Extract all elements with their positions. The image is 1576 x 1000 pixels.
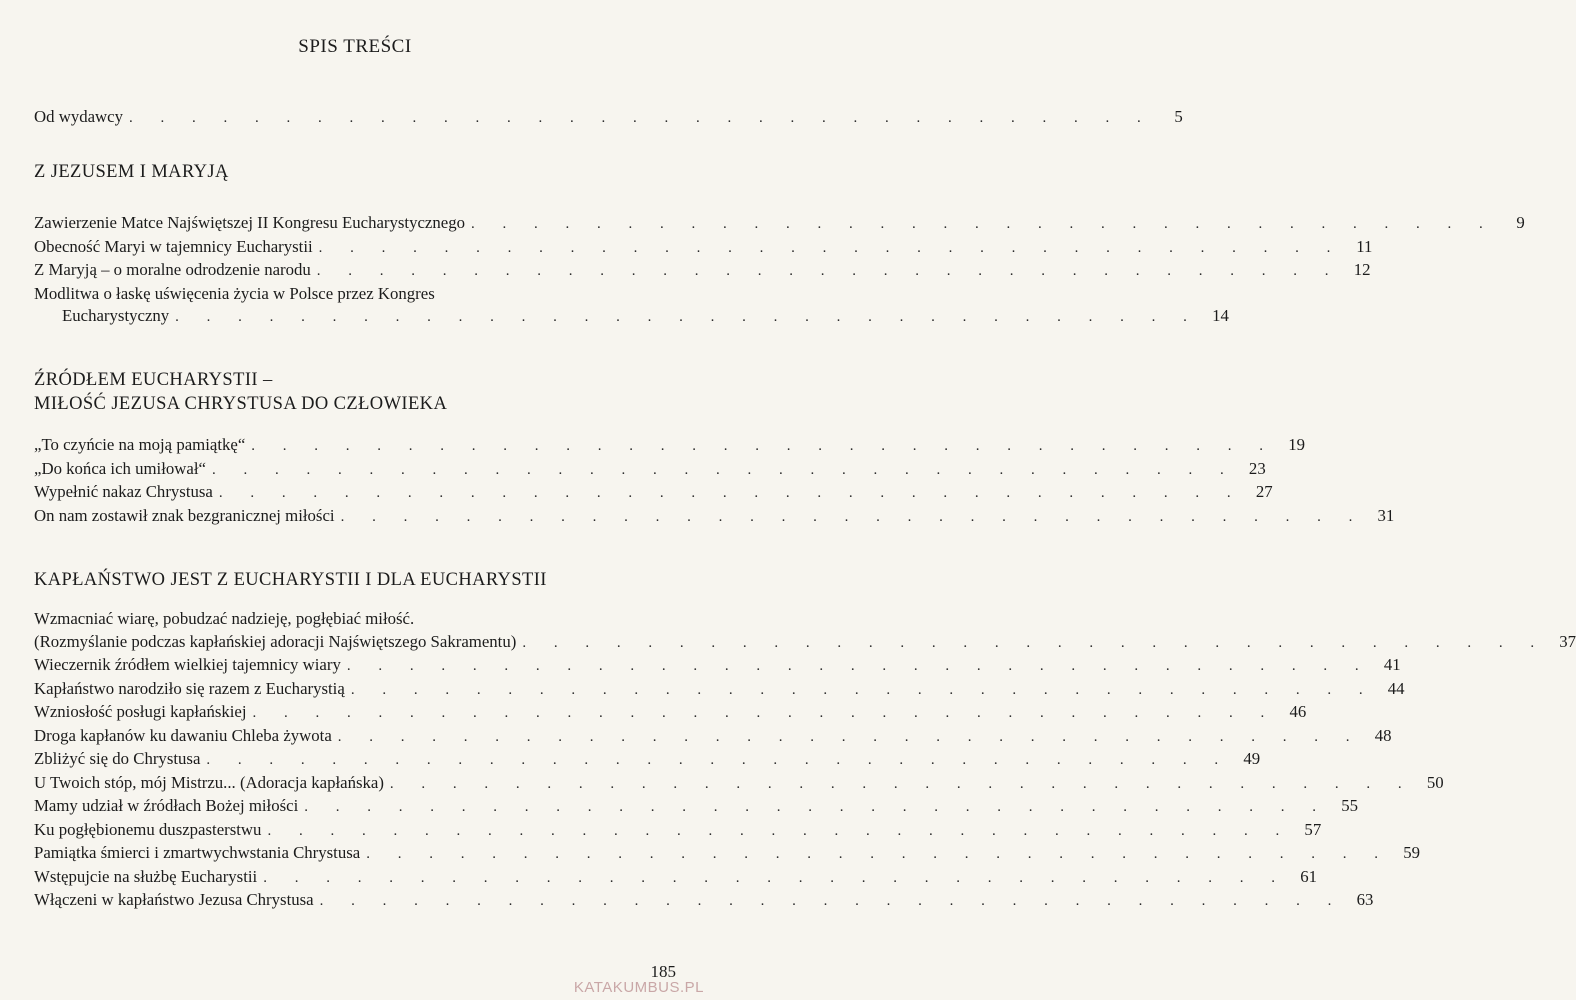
section-heading-2 xyxy=(34,368,684,416)
toc-entry-title: On nam zostawił znak bezgranicznej miłości xyxy=(34,505,335,525)
watermark: KATAKUMBUS.PL xyxy=(573,979,704,996)
dot-leader: . . . . . . . . . . . . . . . . . . . . . . . . . . . . . . . . . xyxy=(267,822,1292,839)
toc-entry[interactable] xyxy=(34,608,1576,654)
toc-entry[interactable] xyxy=(34,866,1317,890)
toc-entry-title: Z Maryją – o moralne odrodzenie narodu xyxy=(34,260,311,279)
toc-entry[interactable] xyxy=(34,212,1525,236)
dot-leader: . . . . . . . . . . . . . . . . . . . . . . . . . . . . . . . . . xyxy=(304,799,1328,815)
section-heading-line: MIŁOŚĆ JEZUSA CHRYSTUSA DO CZŁOWIEKA xyxy=(34,394,448,414)
toc-entry[interactable] xyxy=(34,842,1420,866)
toc-entry-page: 11 xyxy=(1356,236,1373,256)
toc-entry-title: Kapłaństwo narodziło się razem z Eucharystią xyxy=(34,678,345,698)
toc-entry-title: Pamiątka śmierci i zmartwychwstania Chrystusa xyxy=(34,843,361,862)
toc-entry[interactable] xyxy=(34,236,1373,260)
toc-entry[interactable] xyxy=(34,654,1401,678)
page-title: SPIS TREŚCI xyxy=(298,36,412,57)
dot-leader: . . . . . . . . . . . . . . . . . . . . . . . . . . . . . . . . . xyxy=(350,681,1375,698)
dot-leader: . . . . . . . . . . . . . . . . . . . . . . . . . . . . . . . . . xyxy=(175,309,1199,325)
dot-leader: . . . . . . . . . . . . . . . . . . . . . . . . . . . . . . . . . xyxy=(211,461,1236,478)
toc-entry[interactable] xyxy=(34,481,1273,505)
toc-entry-title: Włączeni w kapłaństwo Jezusa Chrystusa xyxy=(34,890,314,909)
dot-leader: . . . . . . . . . . . . . . . . . . . . . . . . . . . . . . . . . xyxy=(346,658,1371,674)
toc-entry-page: 55 xyxy=(1341,796,1358,815)
toc-entry[interactable] xyxy=(34,701,1307,725)
toc-entry-page: 49 xyxy=(1243,749,1261,768)
toc-entry[interactable] xyxy=(34,505,1395,529)
toc-entry-page: 5 xyxy=(1174,107,1183,126)
toc-entry[interactable] xyxy=(34,678,1405,702)
toc-entry-title: „To czyńcie na moją pamiątkę“ xyxy=(34,435,246,454)
dot-leader: . . . . . . . . . . . . . . . . . . . . . . . . . . . . . . . . . xyxy=(316,263,1341,279)
toc-entry[interactable] xyxy=(34,283,1229,329)
toc-entry-page: 23 xyxy=(1248,458,1266,478)
toc-entry-page: 37 xyxy=(1559,631,1576,651)
toc-entry-page: 57 xyxy=(1304,819,1322,839)
section-heading-3 xyxy=(34,568,684,592)
toc-entry[interactable] xyxy=(34,819,1322,843)
toc-entry-title: Wstępujcie na służbę Eucharystii xyxy=(34,866,258,886)
toc-entry[interactable] xyxy=(34,725,1392,749)
section-2-entry-list xyxy=(34,434,1395,528)
toc-entry[interactable] xyxy=(34,795,1358,819)
toc-entry[interactable] xyxy=(34,434,1306,458)
section-heading-line: Z JEZUSEM I MARYJĄ xyxy=(34,162,229,182)
toc-entry-title: Zbliżyć się do Chrystusa xyxy=(34,749,201,768)
toc-entry-title: Wzmacniać wiarę, pobudzać nadzieję, pogłębiać miłość. xyxy=(34,609,415,628)
dot-leader: . . . . . . . . . . . . . . . . . . . . . . . . . . . . . . . . . xyxy=(471,216,1495,232)
dot-leader: . . . . . . . . . . . . . . . . . . . . . . . . . . . . . . . . . xyxy=(206,752,1231,768)
toc-entry-title: Droga kapłanów ku dawaniu Chleba żywota xyxy=(34,725,332,745)
toc-entry-page: 31 xyxy=(1377,505,1395,525)
toc-entry-page: 48 xyxy=(1374,725,1392,745)
toc-entry-title: Zawierzenie Matce Najświętszej II Kongresu Eucharystycznego xyxy=(34,213,465,232)
toc-entry[interactable] xyxy=(34,458,1266,482)
dot-leader: . . . . . . . . . . . . . . . . . . . . . . . . . . . . . . . . . xyxy=(319,893,1344,909)
intro-entry-list xyxy=(34,106,1183,130)
toc-entry-page: 12 xyxy=(1353,260,1371,279)
dot-leader: . . . . . . . . . . . . . . . . . . . . . . . . . . . . . . . . . xyxy=(340,508,1365,525)
toc-entry-page: 46 xyxy=(1289,702,1307,721)
toc-entry-page: 9 xyxy=(1516,213,1525,232)
dot-leader: . . . . . . . . . . . . . . . . . . . . . . . . . . . . . . . . . xyxy=(389,775,1414,792)
page-number: 185 xyxy=(650,962,676,981)
toc-entry[interactable] xyxy=(34,772,1444,796)
toc-entry-title: Wzniosłość posługi kapłańskiej xyxy=(34,702,247,721)
dot-leader: . . . . . . . . . . . . . . . . . . . . . . . . . . . . . . . . . xyxy=(522,634,1547,651)
toc-entry-title: Modlitwa o łaskę uświęcenia życia w Polsce przez Kongres xyxy=(34,283,435,303)
section-1-entry-list xyxy=(34,212,1525,329)
toc-entry-page: 19 xyxy=(1288,435,1306,454)
dot-leader: . . . . . . . . . . . . . . . . . . . . . . . . . . . . . . . . . xyxy=(337,728,1362,745)
dot-leader: . . . . . . . . . . . . . . . . . . . . . . . . . . . . . . . . . xyxy=(366,846,1390,862)
section-heading-1 xyxy=(34,160,684,184)
dot-leader: . . . . . . . . . . . . . . . . . . . . . . . . . . . . . . . . . xyxy=(318,239,1343,256)
toc-entry-page: 44 xyxy=(1387,678,1405,698)
dot-leader: . . . . . . . . . . . . . . . . . . . . . . . . . . . . . . . . . xyxy=(252,705,1277,721)
toc-entry-title: U Twoich stóp, mój Mistrzu... (Adoracja kapłańska) xyxy=(34,772,384,792)
toc-entry-title-continued: (Rozmyślanie podczas kapłańskiej adoracji Najświętszego Sakramentu) xyxy=(34,631,517,651)
toc-entry-title: Wieczernik źródłem wielkiej tajemnicy wiary xyxy=(34,655,341,674)
toc-entry-title: Od wydawcy xyxy=(34,107,124,126)
toc-entry[interactable] xyxy=(34,259,1371,283)
toc-entry-page: 27 xyxy=(1255,482,1273,501)
dot-leader: . . . . . . . . . . . . . . . . . . . . . . . . . . . . . . . . . xyxy=(129,110,1153,126)
toc-entry-page: 61 xyxy=(1300,866,1317,886)
toc-entry-title: Mamy udział w źródłach Bożej miłości xyxy=(34,796,299,815)
toc-entry-page: 50 xyxy=(1426,772,1444,792)
toc-entry-title: „Do końca ich umiłował“ xyxy=(34,458,206,478)
dot-leader: . . . . . . . . . . . . . . . . . . . . . . . . . . . . . . . . . xyxy=(263,869,1287,886)
toc-entry-intro[interactable] xyxy=(34,106,1183,130)
toc-entry-page: 41 xyxy=(1383,655,1401,674)
section-heading-line: KAPŁAŃSTWO JEST Z EUCHARYSTII I DLA EUCHARYSTII xyxy=(34,570,547,590)
section-heading-line: ŹRÓDŁEM EUCHARYSTII – xyxy=(34,370,273,390)
dot-leader: . . . . . . . . . . . . . . . . . . . . . . . . . . . . . . . . . xyxy=(251,438,1276,454)
dot-leader: . . . . . . . . . . . . . . . . . . . . . . . . . . . . . . . . . xyxy=(218,485,1243,501)
toc-entry-title: Wypełnić nakaz Chrystusa xyxy=(34,482,213,501)
toc-entry-page: 59 xyxy=(1403,843,1420,862)
toc-entry[interactable] xyxy=(34,889,1374,913)
toc-entry-title-continued: Eucharystyczny xyxy=(62,306,170,325)
toc-entry-page: 63 xyxy=(1356,890,1374,909)
toc-entry-title: Ku pogłębionemu duszpasterstwu xyxy=(34,819,262,839)
toc-entry-title: Obecność Maryi w tajemnicy Eucharystii xyxy=(34,236,313,256)
toc-entry[interactable] xyxy=(34,748,1261,772)
section-3-entry-list xyxy=(34,608,1576,913)
toc-entry-page: 14 xyxy=(1212,306,1229,325)
